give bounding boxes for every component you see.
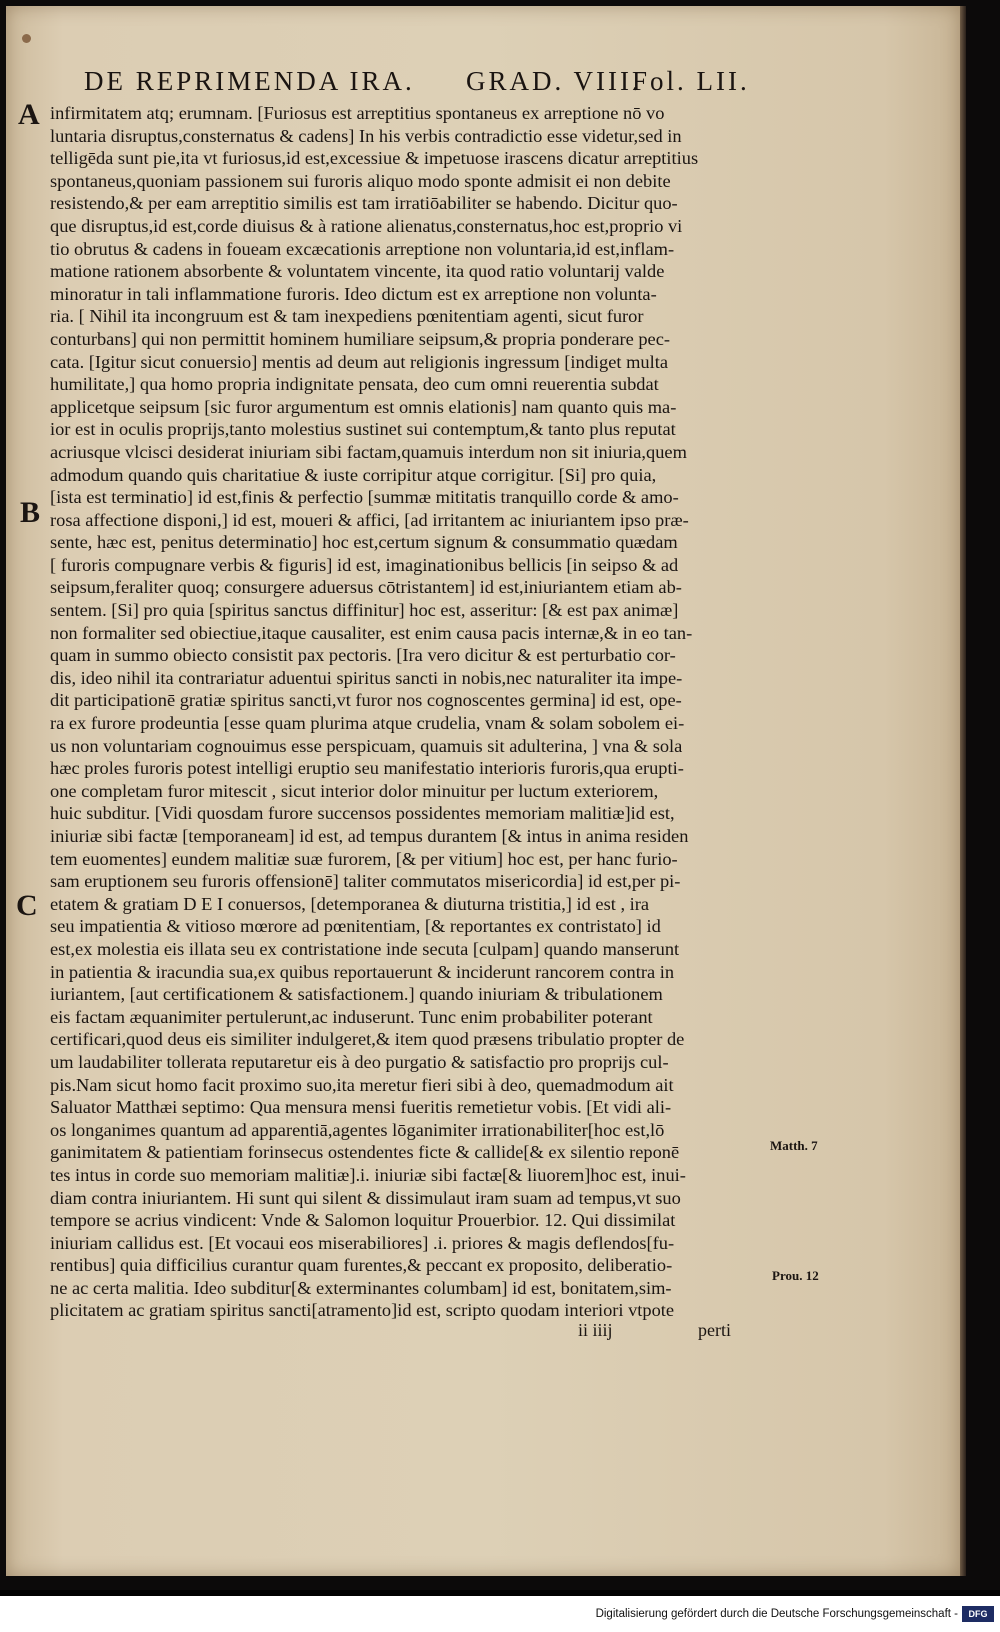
- text-line: est,ex molestia eis illata seu ex contristatione inde secuta [culpam] quando manserunt: [50, 938, 680, 959]
- running-title: DE REPRIMENDA IRA.: [84, 66, 415, 96]
- text-line: [ furoris compugnare verbis & figuris] id est, imaginationibus bellicis [in seipso & ad: [50, 554, 679, 575]
- text-line: os longanimes quantum ad apparentiā,agentes lōganimiter irrationabiliter[hoc est,lō: [50, 1119, 665, 1140]
- text-line: applicetque seipsum [sic furor argumentum est omnis elationis] nam quanto quis ma-: [50, 396, 677, 417]
- text-line: conturbans] qui non permittit hominem humiliare seipsum,& propria ponderare pec-: [50, 328, 671, 349]
- text-line: ria. [ Nihil ita incongruum est & tam inexpediens pœnitentiam agenti, sicut furor: [50, 306, 644, 327]
- text-line: matione rationem absorbente & voluntatem vincente, ita quod ratio voluntarij valde: [50, 261, 665, 282]
- text-line: resistendo,& per eam arreptitio similis est tam irratiōabiliter se habendo. Dicitur quo-: [50, 193, 678, 214]
- text-line: humilitate,] qua homo propria indignitate pensata, deo cum omni reuerentia subdat: [50, 374, 659, 395]
- text-line: sentem. [Si] pro quia [spiritus sanctus diffinitur] hoc est, asseritur: [& est pax animæ]: [50, 600, 679, 621]
- text-line: ior est in oculis proprijs,tanto molestius sustinet sui contemptum,& tanto plus reputat: [50, 419, 676, 440]
- margin-ref-matthew: Matth. 7: [770, 1138, 818, 1153]
- signature-mark: ii iiij: [578, 1320, 613, 1340]
- text-line: iniuriam callidus est. [Et vocaui eos miserabiliores] .i. priores & magis deflendos[fu-: [50, 1232, 675, 1253]
- text-line: seipsum,feraliter quoq; consurgere aduersus cōtristantem] id est,iniuriantem etiam ab-: [50, 577, 682, 598]
- text-line: que disruptus,id est,corde diuisus & à ratione alienatus,consternatus,hoc est,proprio vi: [50, 215, 683, 236]
- text-line: rentibus] quia difficilius curantur quam furentes,& peccant ex proposito, deliberatio-: [50, 1255, 673, 1276]
- text-line: hæc proles furoris potest intelligi eruptio seu manifestatio interioris furoris,qua erupti-: [50, 758, 684, 779]
- text-line: admodum quando quis charitatiue & iuste corripitur atque corrigitur. [Si] pro quia,: [50, 464, 657, 485]
- text-line: spontaneus,quoniam passionem sui furoris aliquo modo sponte admisit ei non debite: [50, 170, 671, 191]
- text-line: cata. [Igitur sicut conuersio] mentis ad deum aut religionis ingressum [indiget multa: [50, 351, 668, 372]
- text-line: infirmitatem atq; erumnam. [Furiosus est arreptitius spontaneus ex arreptione nō vo: [50, 103, 665, 123]
- text-line: acriusque vlcisci desiderat iniuriam sibi factam,quamuis interdum non sit iniuria,quem: [50, 441, 687, 462]
- text-line: eis factam æquanimiter pertulerunt,ac induserunt. Tunc enim probabiliter poterant: [50, 1006, 653, 1027]
- text-line: pis.Nam sicut homo facit proximo suo,ita meretur fieri sibi à deo, quemadmodum ait: [50, 1074, 674, 1095]
- text-line: one completam furor mitescit , sicut interior dolor minuitur per luctum exteriorem,: [50, 780, 659, 801]
- section-marker-b: B: [20, 496, 41, 529]
- text-line: [ista est terminatio] id est,finis & perfectio [summæ mititatis tranquillo corde & amo-: [50, 487, 679, 508]
- book-page: [6, 6, 960, 1576]
- text-line: telligēda sunt pie,ita vt furiosus,id est,excessiue & impetuose irascens dicatur arreptitius: [50, 148, 699, 169]
- text-line: ne ac certa malitia. Ideo subditur[& exterminantes columbam] id est, bonitatem,sim-: [50, 1277, 672, 1298]
- text-line: quam in summo obiecto consistit pax pectoris. [Ira vero dicitur & est perturbatio cor-: [50, 645, 676, 666]
- margin-ref-proverbs: Prou. 12: [772, 1268, 819, 1283]
- text-line: certificari,quod deus eis similiter indulgeret,& item quod præsens tribulatio propter de: [50, 1029, 685, 1050]
- text-line: in patientia & iracundia sua,ex quibus reportauerunt & inciderunt rancorem contra in: [50, 961, 675, 982]
- folio-number: Fol. LII.: [632, 66, 750, 96]
- page-header: [84, 66, 750, 102]
- page-signature-line: [566, 1320, 746, 1346]
- text-line: minoratur in tali inflammatione furoris. Ideo dictum est ex arreptione non volunta-: [50, 283, 657, 304]
- text-line: diam contra iniuriantem. Hi sunt qui silent & dissimulaut iram suam ad tempus,vt suo: [50, 1187, 681, 1208]
- text-line: seu impatientia & vitioso mœrore ad pœnitentiam, [& reportantes ex contristato] id: [50, 916, 661, 937]
- text-line: tio obrutus & cadens in foueam excæcationis arreptione non voluntaria,id est,inflam-: [50, 238, 675, 259]
- grade-label: GRAD. VIII.: [466, 66, 642, 96]
- text-line: tempore se acrius vindicent: Vnde & Salomon loquitur Prouerbior. 12. Qui dissimilat: [50, 1210, 676, 1231]
- text-line: tem euomentes] eundem malitiæ suæ furorem, [& per vitium] hoc est, per hanc furio-: [50, 848, 678, 869]
- body-text: [50, 102, 766, 1322]
- text-line: luntaria disruptus,consternatus & cadens] In his verbis contradictio esse videtur,sed in: [50, 125, 682, 146]
- footer-credit: Digitalisierung gefördert durch die Deutsche Forschungsgemeinschaft -: [595, 1608, 958, 1620]
- text-line: um laudabiliter tollerata reputaretur eis à deo purgatio & satisfactio pro proprijs cul-: [50, 1051, 669, 1072]
- page-edge: [960, 6, 966, 1576]
- section-marker-a: A: [18, 98, 40, 131]
- section-marker-c: C: [16, 889, 38, 922]
- text-line: etatem & gratiam D E I conuersos, [detemporanea & diuturna tristitia,] id est , ira: [50, 893, 650, 914]
- text-line: iuriantem, [aut certificationem & satisfactionem.] quando iniuriam & tribulationem: [50, 984, 663, 1005]
- text-line: ra ex furore prodeuntia [esse quam plurima atque crudelia, vnam & solam sobolem ei-: [50, 713, 685, 734]
- text-line: Saluator Matthæi septimo: Qua mensura mensi fueritis remetietur vobis. [Et vidi ali-: [50, 1097, 672, 1118]
- text-line: sam eruptionem seu furoris offensionē] taliter commutatos misericordia] id est,per pi-: [50, 871, 681, 892]
- footer-bar: [0, 1596, 1000, 1632]
- text-line: ganimitatem & patientiam forinsecus ostendentes ficte & callide[& ex silentio reponē: [50, 1142, 680, 1163]
- text-line: us non voluntariam cognouimus esse perspicuam, quamuis sit adulterina, ] vna & sola: [50, 735, 683, 756]
- text-line: iniuriæ sibi factæ [temporaneam] id est, ad tempus durantem [& intus in anima residen: [50, 826, 689, 846]
- text-line: dis, ideo nihil ita contrariatur aduentui spiritus sancti in nobis,nec naturaliter ita impe-: [50, 667, 683, 688]
- text-line: dit participationē gratiæ spiritus sancti,vt furor nos cognoscentes germina] id est, ope-: [50, 690, 682, 711]
- dfg-logo: DFG: [962, 1606, 994, 1622]
- catchword: perti: [698, 1320, 731, 1340]
- text-line: huic subditur. [Vidi quosdam furore succensos possidentes memoriam malitiæ]id est,: [50, 803, 675, 824]
- text-line: plicitatem ac gratiam spiritus sancti[atramento]id est, scripto quodam interiori vtpote: [50, 1300, 675, 1321]
- page-stain: [22, 34, 31, 43]
- text-line: tes intus in corde suo memoriam malitiæ].i. iniuriæ sibi factæ[& liuorem]hoc est, inui-: [50, 1164, 686, 1185]
- text-line: non formaliter sed obiectiue,itaque causaliter, est enim causa pacis internæ,& in eo tan-: [50, 622, 693, 643]
- text-line: rosa affectione disponi,] id est, moueri & affici, [ad irritantem ac iniuriantem ipso præ-: [50, 509, 689, 530]
- text-line: sente, hæc est, penitus determinatio] hoc est,certum signum & consummatio quædam: [50, 532, 678, 553]
